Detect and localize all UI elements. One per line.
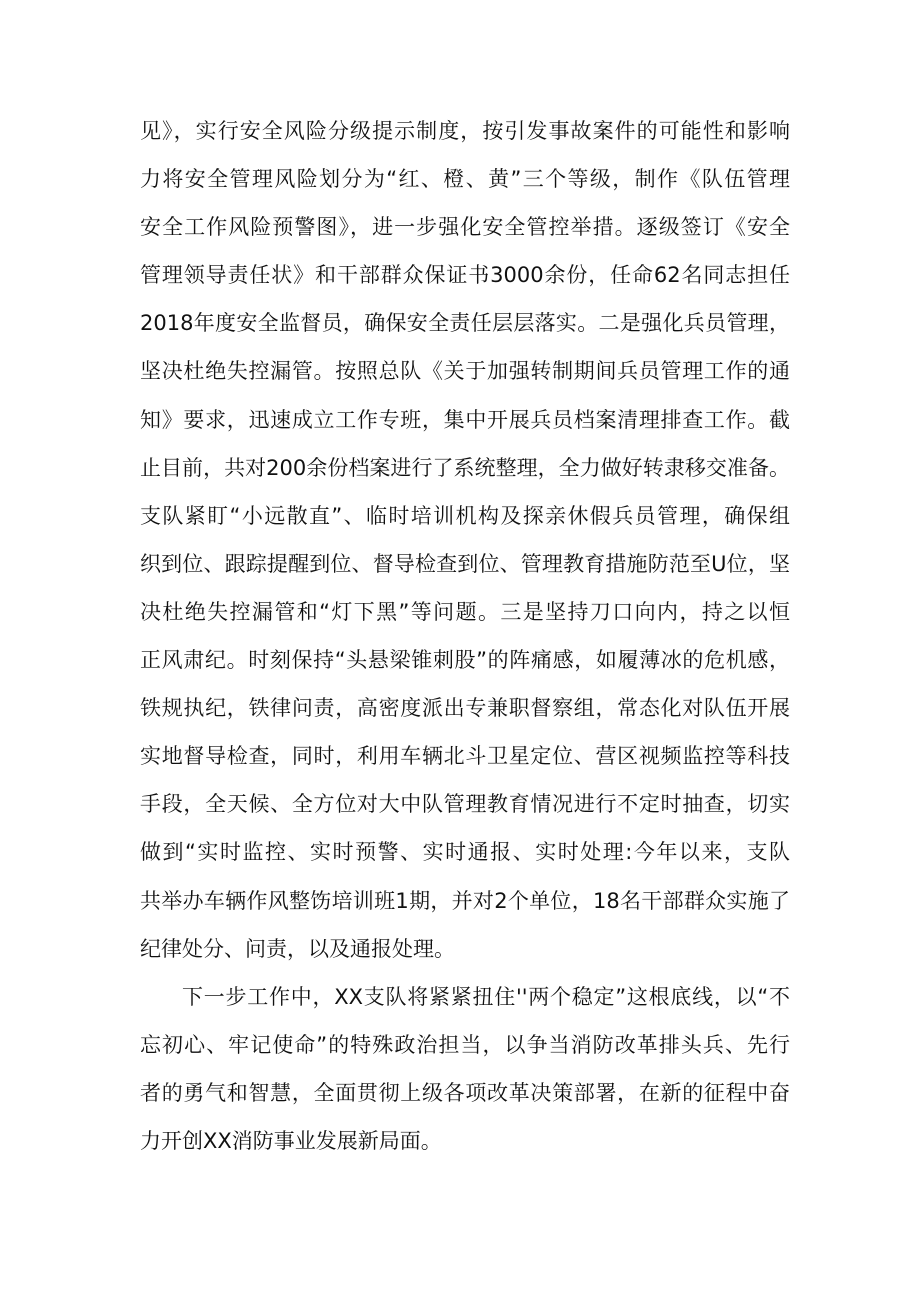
text-line: 正风肃纪。时刻保持“头悬梁锥刺股”的阵痛感，如履薄冰的危机感，	[140, 648, 790, 673]
text-line: 忘初心、牢记使命”的特殊政治担当，以争当消防改革排头兵、先行	[140, 1032, 790, 1057]
text-line: 安全工作风险预警图》，进一步强化安全管控举措。逐级签订《安全	[140, 215, 790, 240]
text-line: 下一步工作中，XX支队将紧紧扭住''两个稳定”这根底线，以“不	[182, 984, 790, 1009]
text-line: 坚决杜绝失控漏管。按照总队《关于加强转制期间兵员管理工作的通	[140, 359, 790, 384]
text-line: 实地督导检查，同时，利用车辆北斗卫星定位、营区视频监控等科技	[140, 744, 790, 769]
text-line: 做到“实时监控、实时预警、实时通报、实时处理:今年以来，支队	[140, 840, 790, 865]
text-line: 共举办车辆作风整饬培训班1期，并对2个单位，18名干部群众实施了	[140, 888, 790, 913]
document-body	[140, 107, 790, 1165]
text-line: 铁规执纪，铁律问责，高密度派出专兼职督察组，常态化对队伍开展	[140, 696, 790, 721]
paragraph-2	[140, 973, 790, 1165]
text-line: 织到位、跟踪提醒到位、督导检查到位、管理教育措施防范至U位，坚	[140, 551, 790, 576]
text-line: 决杜绝失控漏管和“灯下黑”等问题。三是坚持刀口向内，持之以恒	[140, 599, 790, 624]
text-line: 者的勇气和智慧，全面贯彻上级各项改革决策部署，在新的征程中奋	[140, 1080, 790, 1105]
text-line: 止目前，共对200余份档案进行了系统整理，全力做好转隶移交准备。	[140, 455, 790, 480]
text-line: 知》要求，迅速成立工作专班，集中开展兵员档案清理排查工作。截	[140, 407, 790, 432]
text-line: 管理领导责任状》和干部群众保证书3000余份，任命62名同志担任	[140, 263, 790, 288]
text-line: 纪律处分、问责，以及通报处理。	[140, 936, 455, 961]
paragraph-1	[140, 107, 790, 973]
text-line: 力开创XX消防事业发展新局面。	[140, 1128, 442, 1153]
text-line: 支队紧盯“小远散直”、临时培训机构及探亲休假兵员管理，确保组	[140, 503, 790, 528]
text-line: 力将安全管理风险划分为“红、橙、黄”三个等级，制作《队伍管理	[140, 167, 790, 192]
text-line: 手段，全天候、全方位对大中队管理教育情况进行不定时抽查，切实	[140, 792, 790, 817]
text-line: 见》，实行安全风险分级提示制度，按引发事故案件的可能性和影响	[140, 119, 790, 143]
text-line: 2018年度安全监督员，确保安全责任层层落实。二是强化兵员管理，	[140, 311, 790, 336]
